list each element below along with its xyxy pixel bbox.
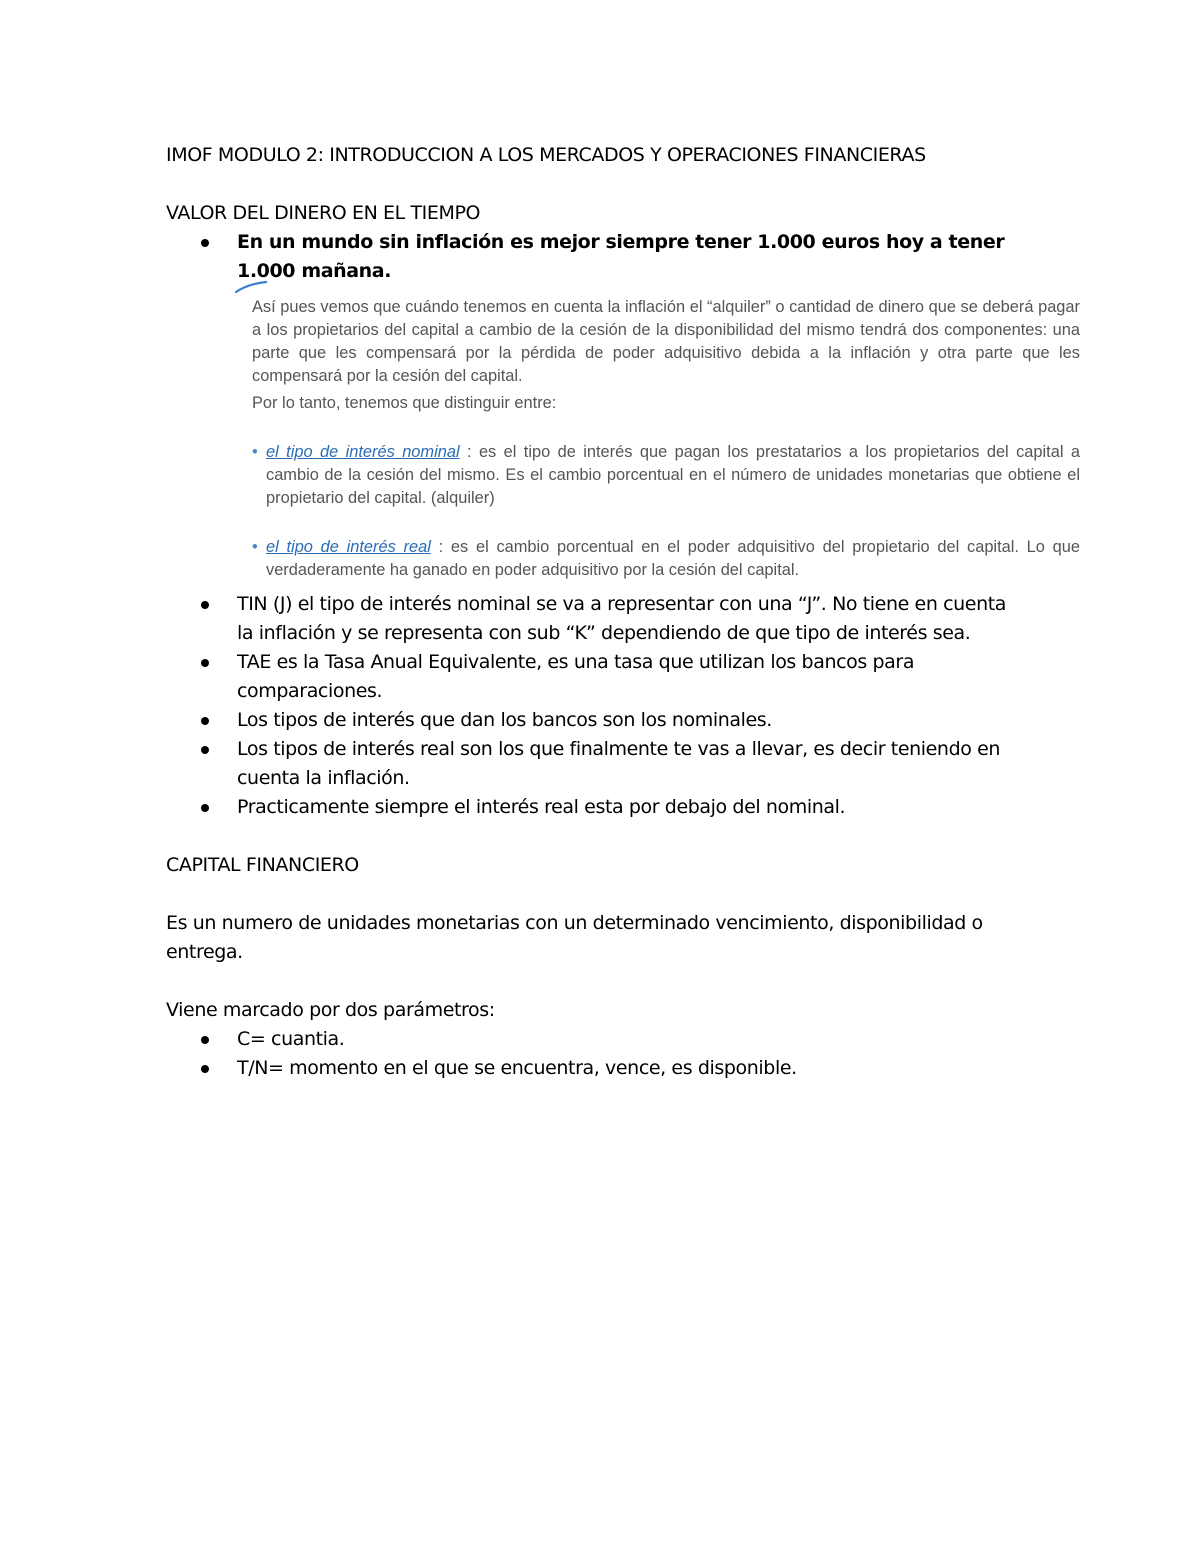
list-item xyxy=(166,1025,1046,1054)
excerpt-list xyxy=(252,441,1080,582)
list-item xyxy=(166,1054,1046,1083)
bullet-icon xyxy=(201,659,209,667)
list-item xyxy=(166,706,1027,735)
pasted-excerpt xyxy=(252,296,1080,582)
bullet-text: TAE es la Tasa Anual Equivalente, es una tasa que utilizan los bancos para comparaciones. xyxy=(237,651,915,702)
bullet-icon xyxy=(201,239,209,247)
bullet-text: TIN (J) el tipo de interés nominal se va a representar con una “J”. No tiene en cuenta la inflación y se representa con sub “K” dependiendo de que tipo de interés sea. xyxy=(237,593,1007,644)
section-heading-valor-dinero: VALOR DEL DINERO EN EL TIEMPO xyxy=(166,202,481,224)
bullet-text: En un mundo sin inflación es mejor siempre tener 1.000 euros hoy a tener 1.000 mañana. xyxy=(237,231,1005,282)
term-definition: : es el tipo de interés que pagan los prestatarios a los propietarios del capital a cambio de la cesión del mismo. Es el cambio porcentual en el número de unidades monetarias que obtiene el propietario del capital. (alquiler) xyxy=(266,443,1080,507)
bullet-icon: • xyxy=(252,443,258,461)
bullet-icon xyxy=(201,1036,209,1044)
list-item xyxy=(166,228,1027,286)
term-real: el tipo de interés real xyxy=(266,538,431,556)
bullet-text: Practicamente siempre el interés real esta por debajo del nominal. xyxy=(237,796,846,818)
list-item xyxy=(166,735,1027,793)
document-body xyxy=(166,141,1080,1083)
term-nominal: el tipo de interés nominal xyxy=(266,443,460,461)
params-intro: Viene marcado por dos parámetros: xyxy=(166,999,495,1021)
bullet-text: Los tipos de interés que dan los bancos son los nominales. xyxy=(237,709,772,731)
list-item xyxy=(166,590,1027,648)
bullet-icon xyxy=(201,717,209,725)
bullet-list-interest xyxy=(166,590,1046,822)
capital-definition: Es un numero de unidades monetarias con un determinado vencimiento, disponibilidad o entrega. xyxy=(166,912,983,963)
excerpt-paragraph: Así pues vemos que cuándo tenemos en cuenta la inflación el “alquiler” o cantidad de dinero que se deberá pagar a los propietarios del capital a cambio de la cesión de la disponibilidad del mismo tendrá dos componentes: una parte que les compensará por la pérdida de poder adquisitivo debida a la inflación y otra parte que les compensará por la cesión del capital. xyxy=(252,298,1080,385)
list-item xyxy=(166,648,1027,706)
list-item xyxy=(252,441,1080,510)
bullet-text: T/N= momento en el que se encuentra, vence, es disponible. xyxy=(237,1057,797,1079)
list-item xyxy=(252,536,1080,582)
section-heading-capital: CAPITAL FINANCIERO xyxy=(166,854,359,876)
bullet-icon xyxy=(201,601,209,609)
bullet-icon xyxy=(201,1065,209,1073)
bullet-list-params xyxy=(166,1025,1046,1083)
term-definition: : es el cambio porcentual en el poder adquisitivo del propietario del capital. Lo que verdaderamente ha ganado en poder adquisitivo por la cesión del capital. xyxy=(266,538,1080,579)
bullet-icon: • xyxy=(252,538,258,556)
excerpt-intro: Por lo tanto, tenemos que distinguir entre: xyxy=(252,394,557,412)
document-title: IMOF MODULO 2: INTRODUCCION A LOS MERCADOS Y OPERACIONES FINANCIERAS xyxy=(166,144,926,166)
bullet-icon xyxy=(201,746,209,754)
bullet-list-inflation xyxy=(166,228,1046,286)
bullet-text: C= cuantia. xyxy=(237,1028,345,1050)
bullet-text: Los tipos de interés real son los que finalmente te vas a llevar, es decir teniendo en cuenta la inflación. xyxy=(237,738,1001,789)
bullet-icon xyxy=(201,804,209,812)
pen-stroke-icon xyxy=(234,280,268,294)
list-item xyxy=(166,793,1027,822)
